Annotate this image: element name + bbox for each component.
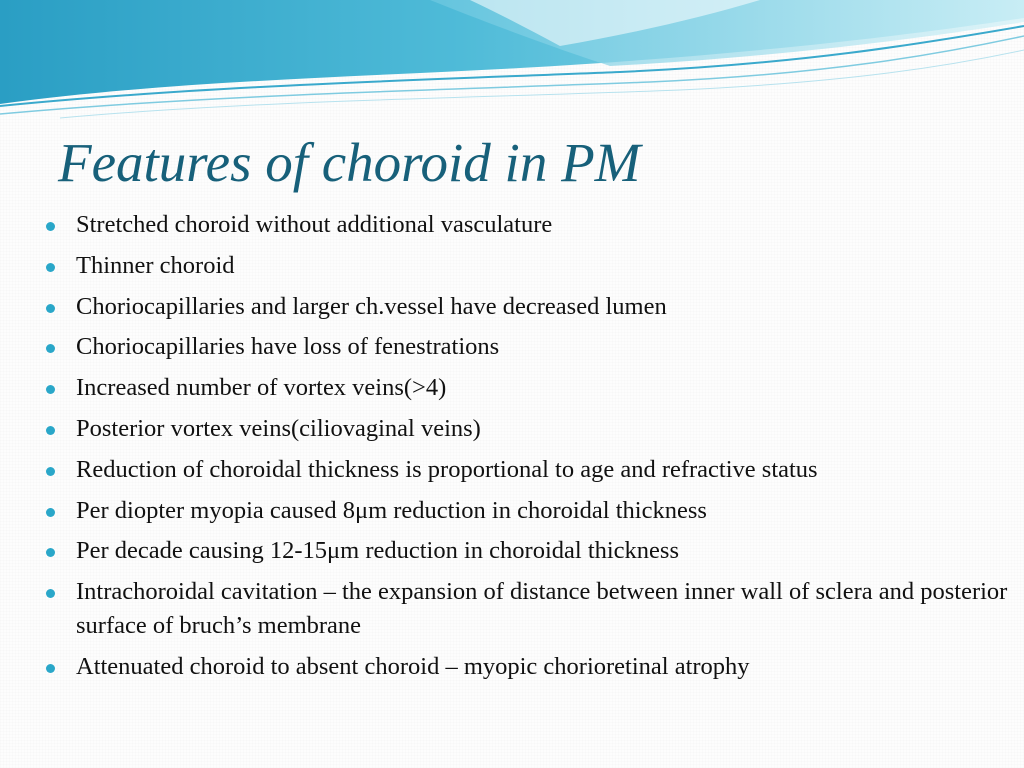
bullet-list [44,208,1014,691]
bullet-item [44,371,1014,405]
bullet-item [44,249,1014,283]
bullet-icon [46,385,55,394]
bullet-text: Attenuated choroid to absent choroid – myopic chorioretinal atrophy [76,652,750,680]
bullet-text: Choriocapillaries and larger ch.vessel have decreased lumen [76,292,667,320]
bullet-item [44,494,1014,528]
bullet-text: Reduction of choroidal thickness is proportional to age and refractive status [76,455,818,483]
bullet-item [44,412,1014,446]
bullet-icon [46,548,55,557]
bullet-item [44,650,1014,684]
bullet-icon [46,426,55,435]
bullet-icon [46,589,55,598]
bullet-text: Intrachoroidal cavitation – the expansion of distance between inner wall of sclera and posterior surface of bruch’s membrane [76,578,1008,640]
bullet-text: Increased number of vortex veins(>4) [76,374,447,402]
bullet-text: Per diopter myopia caused 8μm reduction in choroidal thickness [76,496,707,524]
slide-title: Features of choroid in PM [58,132,641,193]
bullet-item [44,330,1014,364]
bullet-icon [46,222,55,231]
bullet-text: Choriocapillaries have loss of fenestrations [76,333,500,361]
bullet-icon [46,508,55,517]
bullet-item [44,208,1014,242]
header-wave-decoration [0,0,1024,130]
bullet-icon [46,263,55,272]
bullet-text: Per decade causing 12-15μm reduction in choroidal thickness [76,537,680,565]
bullet-text: Stretched choroid without additional vasculature [76,211,553,238]
bullet-text: Thinner choroid [76,251,235,279]
bullet-item [44,575,1014,643]
bullet-item [44,534,1014,568]
bullet-item [44,453,1014,487]
bullet-icon [46,344,55,353]
bullet-item [44,290,1014,324]
bullet-icon [46,664,55,673]
bullet-icon [46,467,55,476]
bullet-icon [46,304,55,313]
bullet-text: Posterior vortex veins(ciliovaginal veins) [76,414,481,442]
